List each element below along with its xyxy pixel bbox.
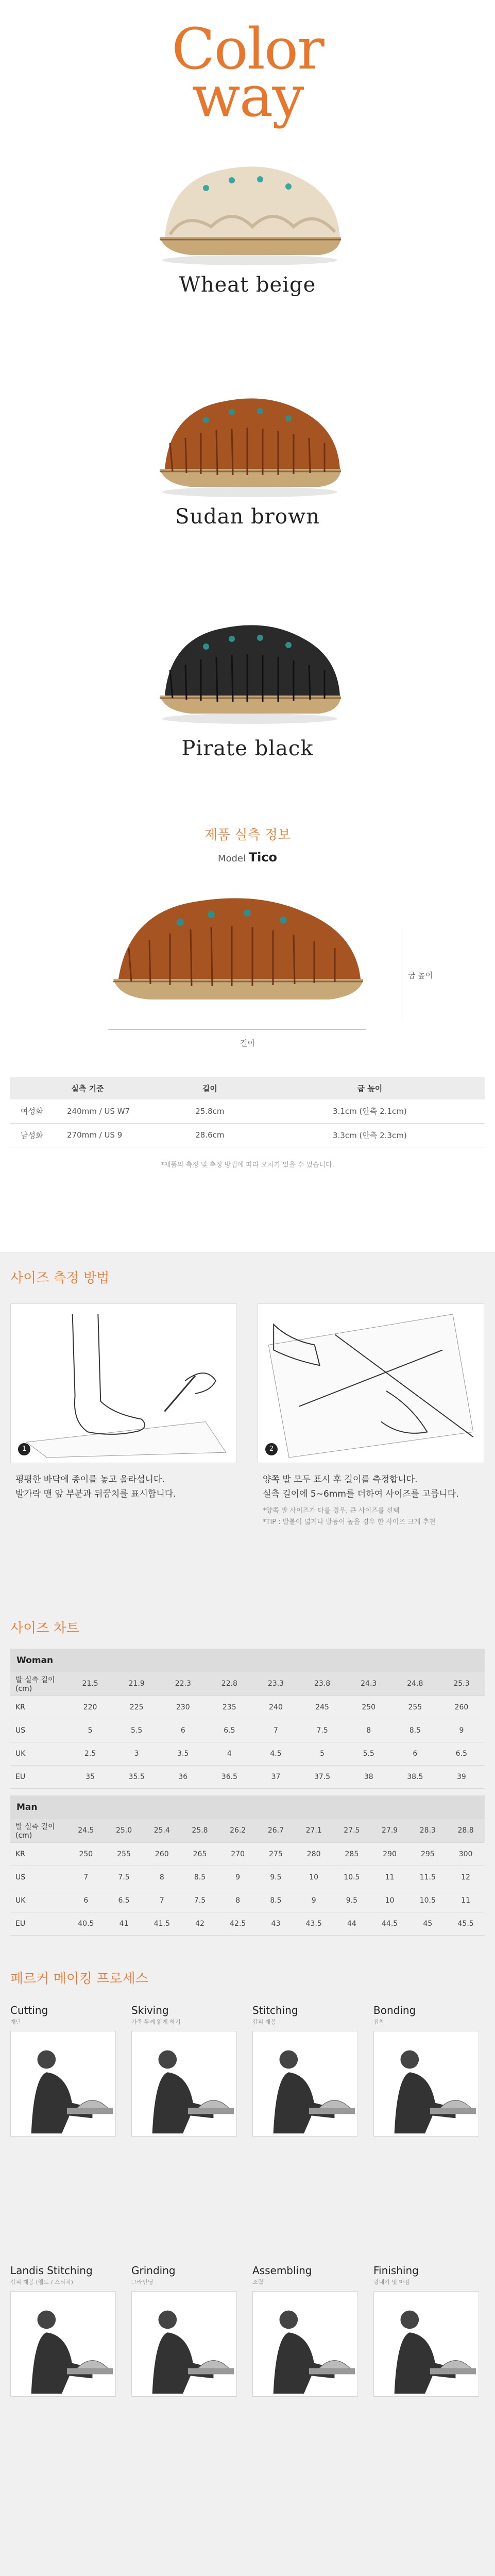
size-cell: 25.0 [105,1819,143,1842]
measurement-title: 제품 실측 정보 [204,827,291,843]
size-cell: 260 [143,1842,181,1866]
process-step-image [131,2291,237,2397]
step2-text-line1: 양쪽 발 모두 표시 후 길이를 측정합니다. [263,1475,418,1485]
size-cell: 7 [67,1866,105,1889]
size-cell: 44 [333,1912,371,1935]
row-basis: 240mm / US W7 [57,1099,165,1123]
size-cell: 38.5 [392,1765,438,1788]
shoe-wheat-beige-image [149,149,350,268]
table-row [10,1912,485,1935]
size-cell: 21.9 [113,1672,160,1696]
process-illustration [253,2292,357,2396]
size-cell: 23.8 [299,1672,346,1696]
process-step-name: Cutting [10,2004,48,2016]
row-length: 28.6cm [165,1123,255,1147]
row-label: 발 실측 길이(cm) [10,1819,67,1842]
process-illustration [374,2031,479,2136]
row-length: 25.8cm [165,1099,255,1123]
process-step [252,2264,361,2397]
size-cell: 4 [206,1742,252,1765]
process-step [131,2004,240,2137]
model-label: Model [217,853,246,864]
process-step-sub: 그라인딩 [131,2279,153,2285]
size-cell: 6.5 [206,1719,252,1742]
size-cell: 26.2 [219,1819,257,1842]
row-label: KR [10,1696,67,1719]
size-cell: 44.5 [371,1912,409,1935]
size-cell: 285 [333,1842,371,1866]
step2-text-line2: 실측 길이에 5~6mm를 더하여 사이즈를 고릅니다. [263,1489,459,1499]
size-step1-image [10,1303,237,1463]
size-cell: 270 [219,1842,257,1866]
row-label: US [10,1719,67,1742]
process-step-image [252,2031,358,2137]
size-cell: 5.5 [113,1719,160,1742]
measurement-table [10,1077,485,1147]
size-cell: 24.3 [346,1672,392,1696]
size-cell: 230 [160,1696,206,1719]
size-cell: 24.5 [67,1819,105,1842]
size-cell: 27.1 [295,1819,333,1842]
size-cell: 8.5 [181,1866,219,1889]
process-illustration [132,2031,236,2136]
colorway-title-line2: way [192,63,303,129]
size-cell: 8 [346,1719,392,1742]
size-cell: 35 [67,1765,113,1788]
size-cell: 42.5 [219,1912,257,1935]
step2-text [263,1472,459,1501]
shoe-illustration-3 [149,608,350,726]
colorway-name-3: Pirate black [181,737,314,760]
process-step-image [10,2291,116,2397]
measurement-section [0,804,495,1252]
process-step-name: Bonding [373,2004,416,2016]
size-cell: 9.5 [257,1866,295,1889]
shoe-pirate-black-image [149,608,350,726]
size-cell: 300 [447,1842,485,1866]
process-step-image [373,2291,479,2397]
process-illustration [253,2031,357,2136]
table-row [10,1099,485,1123]
header-length: 길이 [165,1077,255,1099]
size-cell: 290 [371,1842,409,1866]
step1-number: 1 [18,1443,30,1455]
size-method-section [0,1252,495,1582]
shoe-sudan-brown-image [149,381,350,500]
process-step-sub: 가죽 두께 얇게 하기 [131,2019,181,2025]
size-cell: 265 [181,1842,219,1866]
size-cell: 22.3 [160,1672,206,1696]
process-step-image [10,2031,116,2137]
table-row [10,1696,485,1719]
size-cell: 26.7 [257,1819,295,1842]
process-step-name: Stitching [252,2004,298,2016]
size-cell: 11 [371,1866,409,1889]
size-cell: 35.5 [113,1765,160,1788]
length-label: 길이 [240,1039,255,1048]
process-step-sub: 갑피 재봉 [252,2019,277,2025]
size-cell: 40.5 [67,1912,105,1935]
size-cell: 5.5 [346,1742,392,1765]
size-cell: 43 [257,1912,295,1935]
size-cell: 280 [295,1842,333,1866]
size-cell: 245 [299,1696,346,1719]
model-line [0,850,495,865]
size-cell: 36.5 [206,1765,252,1788]
size-cell: 5 [67,1719,113,1742]
size-cell: 7.5 [181,1889,219,1912]
size-cell: 6 [67,1889,105,1912]
process-step-sub: 접착 [373,2019,385,2025]
shoe-illustration-1 [149,149,350,268]
size-cell: 25.8 [181,1819,219,1842]
step2-number: 2 [265,1443,278,1455]
size-cell: 10.5 [333,1866,371,1889]
length-dimension-line [108,1029,366,1030]
size-cell: 6 [160,1719,206,1742]
shoe-illustration-2 [149,381,350,500]
row-label: KR [10,1842,67,1866]
table-row [10,1719,485,1742]
table-row [10,1866,485,1889]
row-gender: 여성화 [10,1099,57,1123]
process-illustration [374,2292,479,2396]
size-cell: 260 [438,1696,485,1719]
colorway-section [0,0,495,804]
size-cell: 45.5 [447,1912,485,1935]
colorway-title [0,16,495,129]
size-cell: 22.8 [206,1672,252,1696]
step2-sub [263,1505,436,1528]
size-cell: 36 [160,1765,206,1788]
step1-text-line1: 평평한 바닥에 종이를 놓고 올라섭니다. [15,1475,165,1485]
size-cell: 28.3 [408,1819,447,1842]
size-cell: 42 [181,1912,219,1935]
size-cell: 28.8 [447,1819,485,1842]
size-chart-section [0,1582,495,1947]
table-row [10,1889,485,1912]
size-cell: 45 [408,1912,447,1935]
size-cell: 3.5 [160,1742,206,1765]
size-cell: 225 [113,1696,160,1719]
size-cell: 250 [346,1696,392,1719]
step2-sub-line2: *TIP : 발볼이 넓거나 발등이 높을 경우 한 사이즈 크게 추천 [263,1518,436,1526]
table-row [10,1842,485,1866]
process-step-sub: 광내기 및 마감 [373,2279,410,2285]
row-label: UK [10,1889,67,1912]
size-cell: 10 [295,1866,333,1889]
size-cell: 25.3 [438,1672,485,1696]
measurement-table-header [10,1077,485,1099]
size-cell: 39 [438,1765,485,1788]
size-cell: 275 [257,1842,295,1866]
man-label: Man [10,1795,485,1819]
row-label: EU [10,1912,67,1935]
process-step [131,2264,240,2397]
colorway-name-2: Sudan brown [175,505,320,529]
row-heel: 3.1cm (안측 2.1cm) [255,1099,485,1123]
process-step [252,2004,361,2137]
size-cell: 7.5 [299,1719,346,1742]
size-cell: 12 [447,1866,485,1889]
woman-label: Woman [10,1649,485,1672]
size-cell: 235 [206,1696,252,1719]
size-cell: 4.5 [252,1742,299,1765]
size-cell: 23.3 [252,1672,299,1696]
ruler-measure-illustration [258,1304,484,1463]
size-cell: 3 [113,1742,160,1765]
model-name: Tico [248,850,278,865]
woman-size-table [10,1672,485,1789]
size-cell: 11.5 [408,1866,447,1889]
process-step [373,2004,482,2137]
process-step-sub: 갑피 재봉 (웰트 / 스티치) [10,2279,73,2285]
size-cell: 7 [143,1889,181,1912]
header-basis: 실측 기준 [10,1077,165,1099]
colorway-name-1: Wheat beige [179,273,316,297]
size-cell: 41.5 [143,1912,181,1935]
size-cell: 8 [219,1889,257,1912]
size-method-title: 사이즈 측정 방법 [10,1270,110,1286]
size-cell: 10 [371,1889,409,1912]
size-cell: 24.8 [392,1672,438,1696]
size-cell: 43.5 [295,1912,333,1935]
process-step-sub: 재단 [10,2019,22,2025]
size-cell: 255 [105,1842,143,1866]
size-cell: 6.5 [105,1889,143,1912]
size-step2-image [258,1303,484,1463]
row-label: UK [10,1742,67,1765]
size-cell: 37.5 [299,1765,346,1788]
size-cell: 11 [447,1889,485,1912]
step2-sub-line1: *양쪽 발 사이즈가 다를 경우, 큰 사이즈를 선택 [263,1507,400,1515]
table-row [10,1123,485,1147]
size-cell: 7 [252,1719,299,1742]
process-step [10,2264,118,2397]
size-cell: 9 [295,1889,333,1912]
size-cell: 27.9 [371,1819,409,1842]
process-title: 페르커 메이킹 프로세스 [10,1971,148,1987]
foot-on-paper-illustration [11,1304,236,1463]
process-step-image [131,2031,237,2137]
size-cell: 21.5 [67,1672,113,1696]
height-label: 굽 높이 [408,971,433,980]
size-cell: 295 [408,1842,447,1866]
size-cell: 8.5 [257,1889,295,1912]
row-basis: 270mm / US 9 [57,1123,165,1147]
size-cell: 6.5 [438,1742,485,1765]
measurement-note: *제품의 측정 및 측정 방법에 따라 오차가 있을 수 있습니다. [161,1161,334,1169]
process-step-image [252,2291,358,2397]
table-row [10,1742,485,1765]
size-cell: 41 [105,1912,143,1935]
size-cell: 25.4 [143,1819,181,1842]
step1-text [15,1472,176,1501]
colorway-title-line1: Color [172,16,323,82]
size-cell: 240 [252,1696,299,1719]
table-row [10,1819,485,1842]
size-cell: 8 [143,1866,181,1889]
process-step-name: Assembling [252,2264,312,2277]
process-step-name: Finishing [373,2264,419,2277]
row-label: 발 실측 길이(cm) [10,1672,67,1696]
size-cell: 37 [252,1765,299,1788]
table-row [10,1672,485,1696]
size-cell: 7.5 [105,1866,143,1889]
row-label: EU [10,1765,67,1788]
measure-shoe-illustration [103,876,371,1010]
size-cell: 5 [299,1742,346,1765]
process-step [10,2004,118,2137]
size-cell: 2.5 [67,1742,113,1765]
process-step-name: Grinding [131,2264,176,2277]
man-size-table [10,1819,485,1936]
table-row [10,1765,485,1788]
size-cell: 9 [438,1719,485,1742]
step1-text-line2: 발가락 맨 앞 부분과 뒤꿈치를 표시합니다. [15,1489,176,1499]
size-cell: 250 [67,1842,105,1866]
process-illustration [11,2031,115,2136]
size-chart-title: 사이즈 차트 [10,1621,79,1636]
size-cell: 9 [219,1866,257,1889]
size-cell: 9.5 [333,1889,371,1912]
process-illustration [132,2292,236,2396]
size-cell: 255 [392,1696,438,1719]
process-illustration [11,2292,115,2396]
row-label: US [10,1866,67,1889]
measure-shoe-image [103,876,371,1010]
process-step-image [373,2031,479,2137]
size-cell: 10.5 [408,1889,447,1912]
process-step [373,2264,482,2397]
header-heel: 굽 높이 [255,1077,485,1099]
size-cell: 27.5 [333,1819,371,1842]
process-step-name: Landis Stitching [10,2264,93,2277]
size-cell: 220 [67,1696,113,1719]
row-gender: 남성화 [10,1123,57,1147]
size-cell: 6 [392,1742,438,1765]
row-heel: 3.3cm (안측 2.3cm) [255,1123,485,1147]
size-cell: 8.5 [392,1719,438,1742]
size-cell: 38 [346,1765,392,1788]
process-step-sub: 조립 [252,2279,264,2285]
process-step-name: Skiving [131,2004,169,2016]
process-section [0,1947,495,2576]
